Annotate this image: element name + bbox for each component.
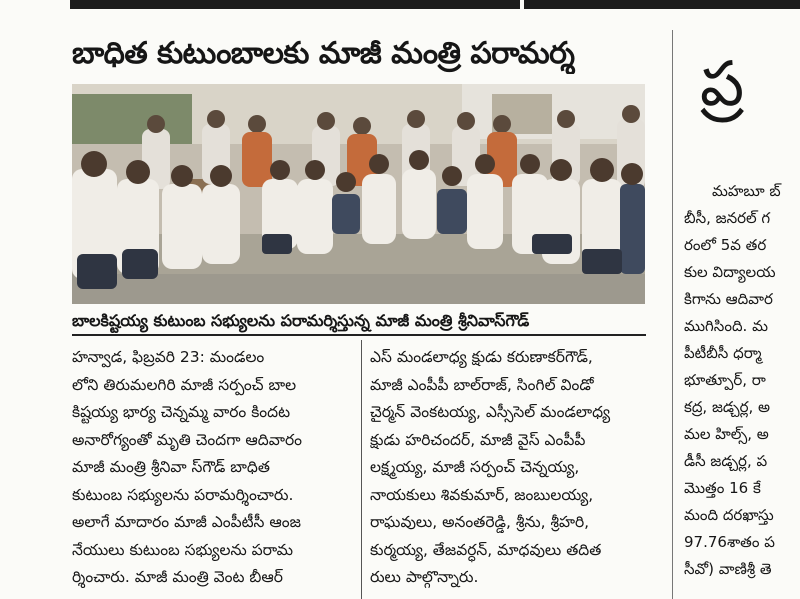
body-line: నాయకులు శివకుమార్, జంబులయ్య, xyxy=(370,485,594,504)
body-line: లక్ష్మయ్య, మాజీ సర్పంచ్ చెన్నయ్య, xyxy=(370,458,580,476)
column-divider xyxy=(361,340,362,599)
body-line: అనారోగ్యంతో మృతి చెందగా ఆదివారం xyxy=(72,430,303,449)
top-rule-gap xyxy=(520,0,524,9)
side-article-divider xyxy=(672,30,673,599)
side-line: మల హిల్స్, అ xyxy=(684,425,769,443)
article-body-column-1 xyxy=(72,344,352,592)
body-line: నేయులు కుటుంబ సభ్యులను పరామ xyxy=(72,540,294,559)
news-photo-graphic xyxy=(72,84,645,304)
side-line: కిగాను ఆదివార xyxy=(684,290,773,308)
body-line: ర్శించారు. మాజీ మంత్రి వెంట బీఆర్ xyxy=(72,568,283,586)
body-line: క్షుడు హరిచందర్, మాజీ వైస్ ఎంపీపీ xyxy=(370,430,586,449)
top-rule xyxy=(70,0,800,9)
body-line: కుర్మయ్య, తేజవర్ధన్, మాధవులు తదిత xyxy=(370,540,602,559)
article-headline: బాధిత కుటుంబాలకు మాజీ మంత్రి పరామర్శ xyxy=(72,36,575,71)
body-line: కిష్టయ్య భార్య చెన్నమ్మ వారం కిందట xyxy=(72,403,291,421)
side-line: బీసీ, జనరల్ గ xyxy=(684,209,771,227)
side-line: కద్ర, జడ్చర్ల, అ xyxy=(684,398,771,416)
side-line: పీటీబీసీ ధర్మా xyxy=(684,344,762,362)
side-line: మహబూ బ్ xyxy=(712,182,781,200)
side-line: భూత్పూర్, రా xyxy=(684,371,766,389)
body-line: చైర్మన్ వెంకటయ్య, ఎస్సీసెల్ మండలాధ్య xyxy=(370,403,611,421)
side-line: మొత్తం 16 కే xyxy=(684,479,761,497)
side-line: 97.76శాతం ప xyxy=(684,533,775,551)
news-photo xyxy=(72,84,645,304)
body-line: లోని తిరుమలగిరి మాజీ సర్పంచ్ బాల xyxy=(72,375,297,394)
body-line: రులు పాల్గొన్నారు. xyxy=(370,568,479,586)
article-body-column-2 xyxy=(370,344,645,592)
side-line: మంది దరఖాస్తు xyxy=(684,506,774,524)
body-line: రాఘవులు, అనంతరెడ్డి, శ్రీను, శ్రీహరి, xyxy=(370,513,590,531)
body-line: కుటుంబ సభ్యులను పరామర్శించారు. xyxy=(72,485,294,504)
side-line: డీసీ జడ్చర్ల, ప xyxy=(684,452,768,470)
body-line: హన్వాడ, ఫిబ్రవరి 23: మండలం xyxy=(72,348,265,366)
side-line: రంలో 5వ తర xyxy=(684,236,767,254)
body-line: ఎస్ మండలాధ్య క్షుడు కరుణాకర్‌గౌడ్, xyxy=(370,348,593,366)
side-line: సీవో) వాణిశ్రీ తె xyxy=(684,560,772,578)
side-line: కుల విద్యాలయ xyxy=(684,263,776,281)
body-line: మాజీ మంత్రి శ్రీనివా స్‌గౌడ్ బాధిత xyxy=(72,458,270,476)
side-line: ముగిసింది. మ xyxy=(684,317,768,335)
side-article-body xyxy=(684,178,800,583)
photo-caption: బాలకిష్టయ్య కుటుంబ సభ్యులను పరామర్శిస్తున్న మాజీ మంత్రి శ్రీనివాస్‌గౌడ్ xyxy=(72,308,646,336)
body-line: మాజీ ఎంపీపీ బాల్‌రాజ్, సింగిల్ విండో xyxy=(370,375,594,394)
body-line: అలాగే మాదారం మాజీ ఎంపీటీసీ ఆంజ xyxy=(72,513,301,531)
side-article-headline: ప్ర xyxy=(700,47,745,120)
